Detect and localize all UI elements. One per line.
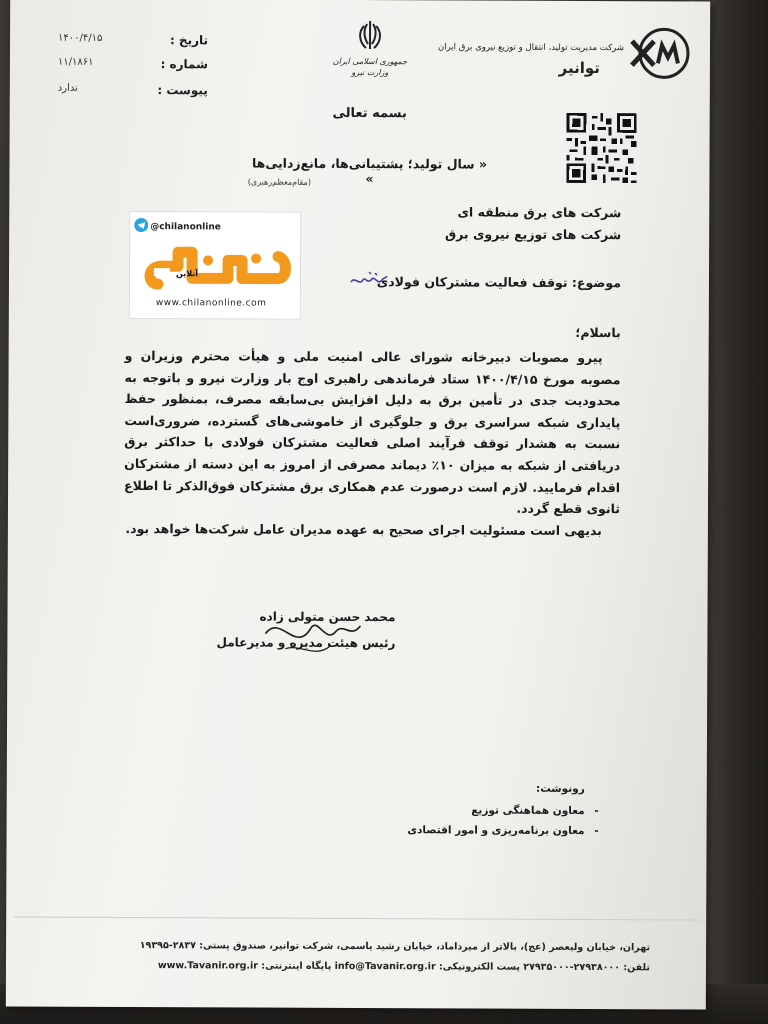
company-short-name: توانیر [558, 58, 600, 78]
watermark-brand-sub: آنلاین [175, 269, 199, 279]
chilan-brand-logo-icon [138, 238, 294, 295]
date-row [58, 33, 208, 54]
signatory-title: رئیس هیئت مدیره و مدیرعامل [216, 635, 396, 651]
handwritten-note [349, 268, 389, 290]
cc-title: رونوشت: [535, 782, 585, 795]
emblem-line2: وزارت نیرو [351, 67, 389, 78]
attachment-label: پیوست : [157, 83, 208, 98]
cc-item-label: معاون هماهنگی توزیع [471, 804, 585, 817]
emblem-line1: جمهوری اسلامی ایران [332, 56, 408, 67]
cc-bullet: - [594, 825, 599, 838]
watermark-handle: @chilanonline [150, 222, 221, 233]
watermark-url: www.chilanonline.com [155, 298, 267, 309]
tavanir-logo-icon [628, 23, 692, 83]
cc-bullet: - [594, 805, 599, 818]
footer-contact: تلفن: ۲۷۹۳۸۰۰۰-۲۷۹۳۵۰۰۰ پست الکترونیکی: info@Tavanir.org.ir پایگاه اینترنتی: www.Tavanir.org.ir [157, 960, 651, 974]
subject-line: موضوع: توقف فعالیت مشترکان فولادی [376, 274, 622, 291]
attachment-value: ندارد [57, 82, 78, 94]
signatory-name: محمد حسن متولی زاده [259, 609, 396, 625]
number-label: شماره : [160, 57, 208, 72]
qr-code [565, 113, 637, 183]
cc-item-label: معاون برنامه‌ریزی و امور اقتصادی [407, 824, 585, 837]
recipient-1: شرکت های برق منطقه ای [457, 204, 622, 221]
body-paragraph-2: بدیهی است مسئولیت اجرای صحیح به عهده مدیران عامل شرکت‌ها خواهد بود. [125, 520, 602, 538]
number-row [58, 57, 208, 78]
cc-item [471, 804, 599, 818]
bismillah: بسمه تعالی [332, 105, 407, 122]
slogan: « سال تولید؛ پشتیبانی‌ها، مانع‌زدایی‌ها » [251, 155, 488, 187]
telegram-icon [134, 218, 148, 232]
recipient-2: شرکت های توزیع نیروی برق [444, 226, 622, 243]
company-full-name: شرکت مدیریت تولید، انتقال و توزیع نیروی برق ایران [437, 42, 625, 54]
emblem-icon [353, 18, 387, 52]
cc-item [407, 824, 599, 838]
attachment-row [58, 83, 208, 104]
letter-body [124, 345, 621, 542]
date-label: تاریخ : [169, 33, 209, 48]
letter-page [6, 0, 710, 1010]
iran-emblem [330, 18, 410, 88]
slogan-source: (مقام‌معظم‌رهبری) [247, 177, 312, 187]
body-paragraph-1: پیرو مصوبات دبیرخانه شورای عالی امنیت ملی و هیأت محترم وزیران و مصوبه مورخ ۱۴۰۰/۴/۱۵ ستاد فرماندهی راهبری اوج بار وزارت نیرو و باتوجه به محدودیت جدی در تأمین برق به دلیل افزایش بی‌سابقه مصرف، بمنظور حفظ پایداری شبکه سراسری برق و جلوگیری از خاموشی‌های گسترده، ضروری‌است نسبت به هشدار توقف فرآیند اصلی فعالیت مشترکان فولادی با حداکثر برق دریافتی از شبکه به میزان ۱۰٪ دیماند مصرفی از امروز به این دسته از مشترکان اقدام فرمایید. لازم است درصورت عدم همکاری برق مشترکان فوق‌الذکر تا اطلاع ثانوی قطع گردد. [124, 347, 621, 517]
signature-block [216, 603, 396, 664]
number-value: ۱۱/۱۸۶۱ [57, 56, 94, 68]
chilan-watermark [129, 211, 301, 320]
footer-address: تهران، خیابان ولیعصر (عج)، بالاتر از میرداماد، خیابان رشید یاسمی، شرکت توانیر، صندوق پستی: ۲۸۳۷-۱۹۳۹۵ [139, 940, 651, 954]
date-value: ۱۴۰۰/۴/۱۵ [58, 32, 103, 44]
greeting: باسلام؛ [575, 324, 621, 341]
letter-footer [14, 917, 700, 993]
